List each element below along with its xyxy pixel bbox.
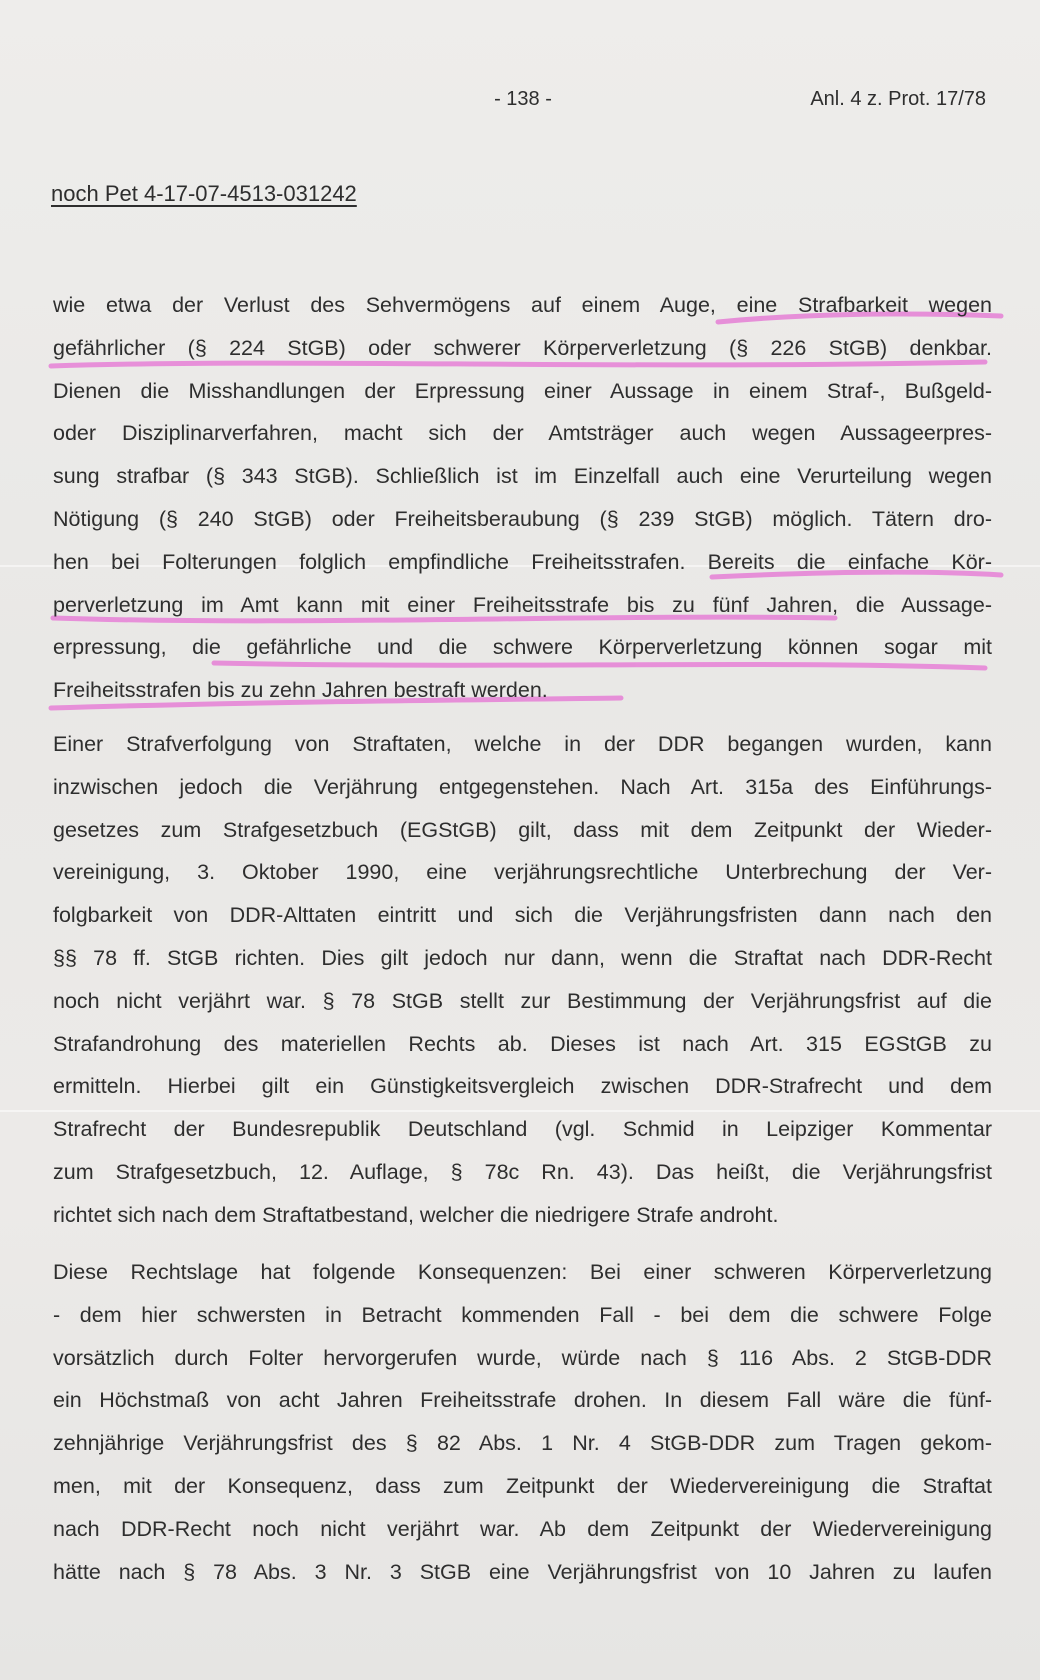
petition-number: noch Pet 4-17-07-4513-031242	[51, 181, 357, 206]
text-line: folgbarkeit von DDR-Alttaten eintritt und sich die Verjährungsfristen dann nach den	[53, 903, 992, 928]
text-line: ermitteln. Hierbei gilt ein Günstigkeitsvergleich zwischen DDR-Strafrecht und dem	[53, 1074, 992, 1099]
text-line: vereinigung, 3. Oktober 1990, eine verjährungsrechtliche Unterbrechung der Ver-	[53, 860, 992, 885]
text-line: Freiheitsstrafen bis zu zehn Jahren bestraft werden.	[53, 678, 548, 703]
paper-fold	[0, 1110, 1040, 1112]
text-line: richtet sich nach dem Straftatbestand, welcher die niedrigere Strafe androht.	[53, 1202, 779, 1227]
text-line: Strafrecht der Bundesrepublik Deutschland (vgl. Schmid in Leipziger Kommentar	[53, 1117, 992, 1142]
text-line: gesetzes zum Strafgesetzbuch (EGStGB) gilt, dass mit dem Zeitpunkt der Wieder-	[53, 817, 992, 842]
text-line: zum Strafgesetzbuch, 12. Auflage, § 78c Rn. 43). Das heißt, die Verjährungsfrist	[53, 1160, 992, 1184]
page-number: - 138 -	[494, 88, 552, 110]
text-line: noch nicht verjährt war. § 78 StGB stellt zur Bestimmung der Verjährungsfrist auf die	[53, 988, 992, 1013]
text-line: Einer Strafverfolgung von Straftaten, welche in der DDR begangen wurden, kann	[53, 732, 992, 756]
text-line: §§ 78 ff. StGB richten. Dies gilt jedoch nur dann, wenn die Straftat nach DDR-Recht	[53, 946, 992, 970]
text-line: ein Höchstmaß von acht Jahren Freiheitsstrafe drohen. In diesem Fall wäre die fünf-	[53, 1388, 992, 1413]
text-line: Dienen die Misshandlungen der Erpressung einer Aussage in einem Straf-, Bußgeld-	[53, 378, 992, 403]
text-line: gefährlicher (§ 224 StGB) oder schwerer Körperverletzung (§ 226 StGB) denkbar.	[53, 335, 992, 360]
text-line: sung strafbar (§ 343 StGB). Schließlich ist im Einzelfall auch eine Verurteilung wegen	[53, 464, 992, 489]
text-line: men, mit der Konsequenz, dass zum Zeitpunkt der Wiedervereinigung die Straftat	[53, 1474, 992, 1498]
text-line: erpressung, die gefährliche und die schwere Körperverletzung können sogar mit	[53, 635, 992, 660]
text-line: nach DDR-Recht noch nicht verjährt war. Ab dem Zeitpunkt der Wiedervereinigung	[53, 1516, 992, 1541]
text-line: perverletzung im Amt kann mit einer Freiheitsstrafe bis zu fünf Jahren, die Aussage-	[53, 592, 992, 617]
text-line: hen bei Folterungen folglich empfindliche Freiheitsstrafen. Bereits die einfache Kör-	[53, 549, 992, 574]
text-line: oder Disziplinarverfahren, macht sich der Amtsträger auch wegen Aussageerpres-	[53, 421, 992, 446]
text-line: inzwischen jedoch die Verjährung entgegenstehen. Nach Art. 315a des Einführungs-	[53, 774, 992, 799]
text-line: Strafandrohung des materiellen Rechts ab. Dieses ist nach Art. 315 EGStGB zu	[53, 1031, 992, 1056]
text-line: - dem hier schwersten in Betracht kommenden Fall - bei dem die schwere Folge	[53, 1302, 992, 1327]
text-line: Diese Rechtslage hat folgende Konsequenzen: Bei einer schweren Körperverletzung	[53, 1260, 992, 1284]
text-line: zehnjährige Verjährungsfrist des § 82 Abs. 1 Nr. 4 StGB-DDR zum Tragen gekom-	[53, 1431, 992, 1456]
protocol-reference: Anl. 4 z. Prot. 17/78	[810, 88, 986, 110]
text-line: wie etwa der Verlust des Sehvermögens auf einem Auge, eine Strafbarkeit wegen	[53, 293, 992, 317]
text-line: hätte nach § 78 Abs. 3 Nr. 3 StGB eine Verjährungsfrist von 10 Jahren zu laufen	[53, 1559, 992, 1584]
text-line: Nötigung (§ 240 StGB) oder Freiheitsberaubung (§ 239 StGB) möglich. Tätern dro-	[53, 507, 992, 531]
text-line: vorsätzlich durch Folter hervorgerufen wurde, würde nach § 116 Abs. 2 StGB-DDR	[53, 1345, 992, 1370]
